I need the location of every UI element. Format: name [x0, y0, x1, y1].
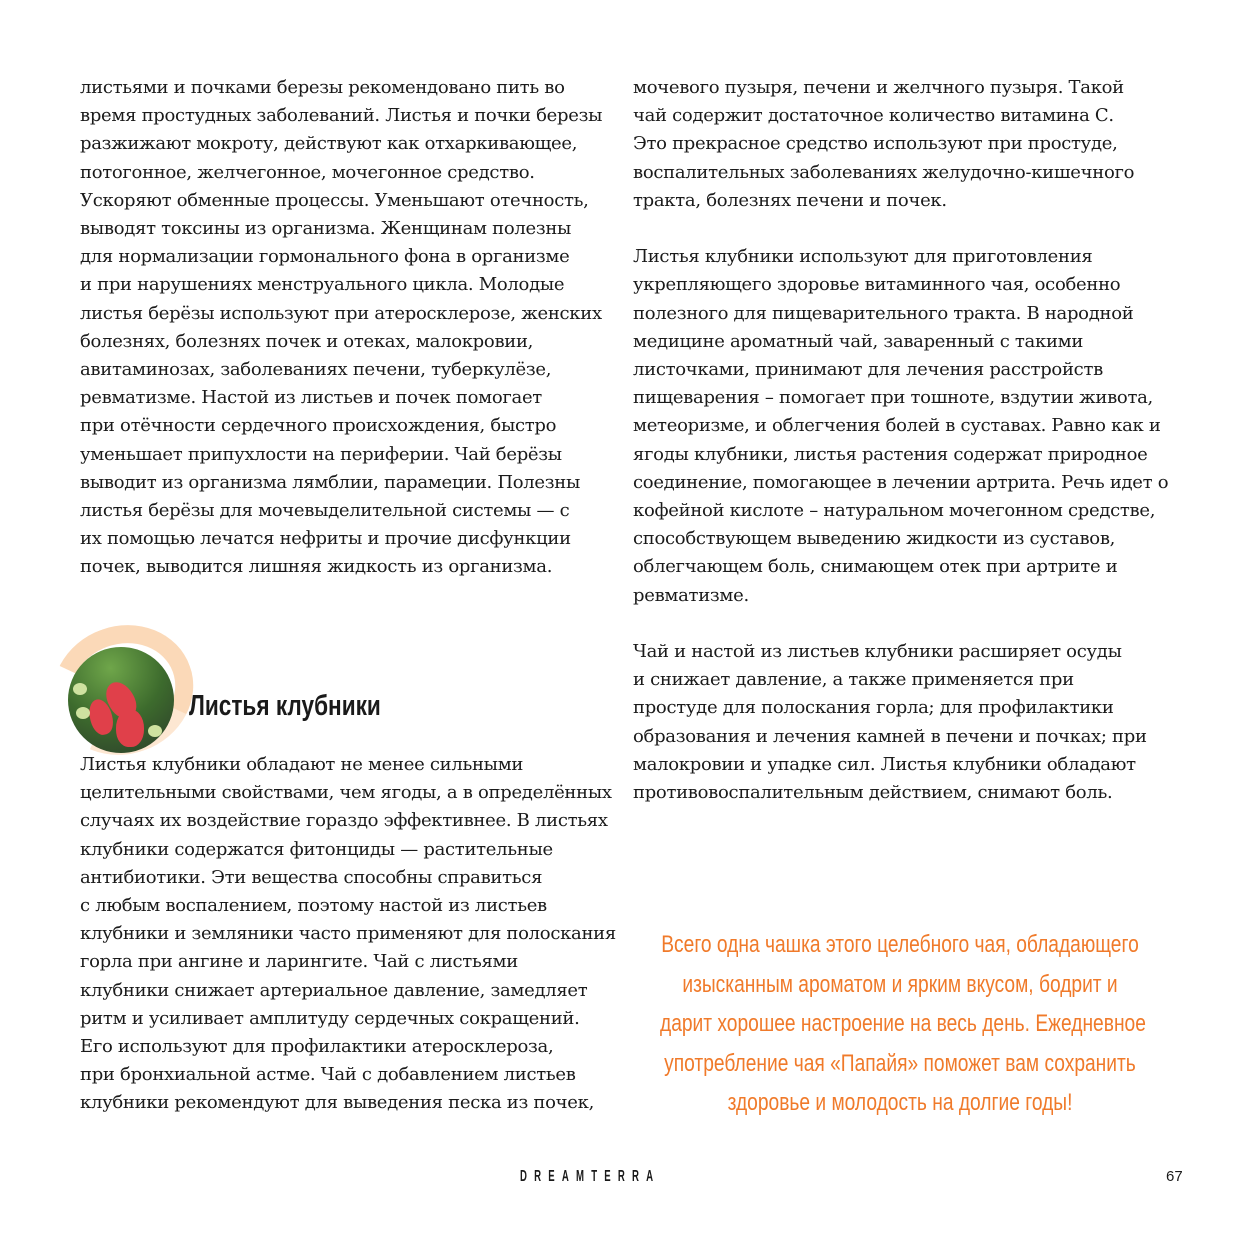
- paragraph-gap: [633, 610, 1168, 638]
- text-line: Чай и настой из листьев клубники расширяет осуды: [633, 641, 1122, 663]
- paragraph-gap: [633, 215, 1168, 243]
- strawberry-photo: [68, 647, 174, 753]
- text-line: Листья клубники используют для приготовления: [633, 246, 1093, 268]
- page-number: 67: [1166, 1168, 1183, 1185]
- quote-line: Всего одна чашка этого целебного чая, обладающего: [661, 931, 1139, 958]
- text-line: горла при ангине и ларингите. Чай с листьями: [80, 951, 518, 973]
- text-line: способствующем выведению жидкости из суставов,: [633, 528, 1116, 550]
- text-line: случаях их воздействие гораздо эффективнее. В листьях: [80, 810, 608, 832]
- text-line: Ускоряют обменные процессы. Уменьшают отечность,: [80, 189, 589, 211]
- text-line: и снижает давление, а также применяется при: [633, 669, 1074, 691]
- text-line: ягоды клубники, листья растения содержат природное: [633, 443, 1148, 465]
- text-line: с любым воспалением, поэтому настой из листьев: [80, 895, 547, 917]
- text-line: и при нарушениях менструального цикла. Молодые: [80, 274, 565, 296]
- text-line: листья берёзы используют при атеросклерозе, женских: [80, 302, 602, 324]
- text-line: полезного для пищеварительного тракта. В народной: [633, 302, 1134, 324]
- text-line: образования и лечения камней в печени и почках; при: [633, 725, 1147, 747]
- text-line: метеоризме, и облегчения болей в суставах. Равно как и: [633, 415, 1161, 437]
- text-line: выводят токсины из организма. Женщинам полезны: [80, 218, 572, 240]
- text-line: чай содержит достаточное количество витамина С.: [633, 105, 1114, 127]
- text-line: антибиотики. Эти вещества способны справиться: [80, 866, 543, 888]
- right-column-text: [633, 74, 1168, 807]
- text-line: выводит из организма лямблии, парамеции. Полезны: [80, 471, 581, 493]
- text-line: листочками, принимают для лечения расстройств: [633, 359, 1103, 381]
- text-line: соединение, помогающее в лечении артрита. Речь идет о: [633, 471, 1169, 493]
- text-line: время простудных заболеваний. Листья и почки березы: [80, 105, 603, 127]
- text-line: их помощью лечатся нефриты и прочие дисфункции: [80, 528, 571, 550]
- brand-logo: DREAMTERRA: [520, 1168, 661, 1185]
- text-line: клубники содержатся фитонциды — растительные: [80, 838, 553, 860]
- text-line: клубники снижает артериальное давление, замедляет: [80, 979, 588, 1001]
- text-line: укрепляющего здоровье витаминного чая, особенно: [633, 274, 1121, 296]
- quote-line: дарит хорошее настроение на весь день. Ежедневное: [660, 1010, 1146, 1037]
- text-line: Это прекрасное средство используют при простуде,: [633, 133, 1118, 155]
- text-line: потогонное, желчегонное, мочегонное средство.: [80, 161, 535, 183]
- text-line: противовоспалительным действием, снимают боль.: [633, 782, 1113, 804]
- text-line: клубники рекомендуют для выведения песка из почек,: [80, 1092, 594, 1114]
- text-line: при бронхиальной астме. Чай с добавлением листьев: [80, 1064, 576, 1086]
- highlight-quote: [600, 925, 1200, 1123]
- text-line: Листья клубники обладают не менее сильными: [80, 754, 524, 775]
- text-line: листья берёзы для мочевыделительной системы — с: [80, 500, 570, 522]
- quote-line: изысканным ароматом и ярким вкусом, бодрит и: [682, 970, 1118, 998]
- left-column-bottom-text: [80, 751, 616, 1118]
- text-line: ритм и усиливает амплитуду сердечных сокращений.: [80, 1007, 580, 1029]
- text-line: Его используют для профилактики атеросклероза,: [80, 1036, 554, 1058]
- text-line: мочевого пузыря, печени и желчного пузыря. Такой: [633, 77, 1124, 98]
- text-line: при отёчности сердечного происхождения, быстро: [80, 415, 557, 437]
- text-line: пищеварения – помогает при тошноте, вздутии живота,: [633, 387, 1153, 409]
- text-line: целительными свойствами, чем ягоды, а в определённых: [80, 782, 612, 804]
- quote-line: здоровье и молодость на долгие годы!: [727, 1089, 1073, 1116]
- text-line: облегчающем боль, снимающем отек при артрите и: [633, 556, 1118, 578]
- text-line: тракта, болезнях печени и почек.: [633, 189, 947, 211]
- text-line: листьями и почками березы рекомендовано пить во: [80, 77, 565, 98]
- section-heading: Листья клубники: [189, 690, 381, 722]
- text-line: для нормализации гормонального фона в организме: [80, 246, 570, 268]
- text-line: ревматизме. Настой из листьев и почек помогает: [80, 387, 542, 409]
- text-line: ревматизме.: [633, 584, 749, 606]
- text-line: простуде для полоскания горла; для профилактики: [633, 697, 1114, 719]
- text-line: малокровии и упадке сил. Листья клубники обладают: [633, 753, 1136, 775]
- left-column-top-text: [80, 74, 602, 582]
- text-line: авитаминозах, заболеваниях печени, туберкулёзе,: [80, 359, 552, 381]
- text-line: клубники и земляники часто применяют для полоскания: [80, 923, 616, 945]
- text-line: медицине ароматный чай, заваренный с такими: [633, 330, 1084, 352]
- quote-line: употребление чая «Папайя» поможет вам сохранить: [664, 1049, 1136, 1077]
- text-line: кофейной кислоте – натуральном мочегонном средстве,: [633, 500, 1156, 522]
- text-line: разжижают мокроту, действуют как отхаркивающее,: [80, 133, 578, 155]
- text-line: почек, выводится лишняя жидкость из организма.: [80, 556, 553, 578]
- text-line: воспалительных заболеваниях желудочно-кишечного: [633, 161, 1135, 183]
- text-line: болезнях, болезнях почек и отеках, малокровии,: [80, 330, 534, 352]
- text-line: уменьшает припухлости на периферии. Чай берёзы: [80, 443, 562, 465]
